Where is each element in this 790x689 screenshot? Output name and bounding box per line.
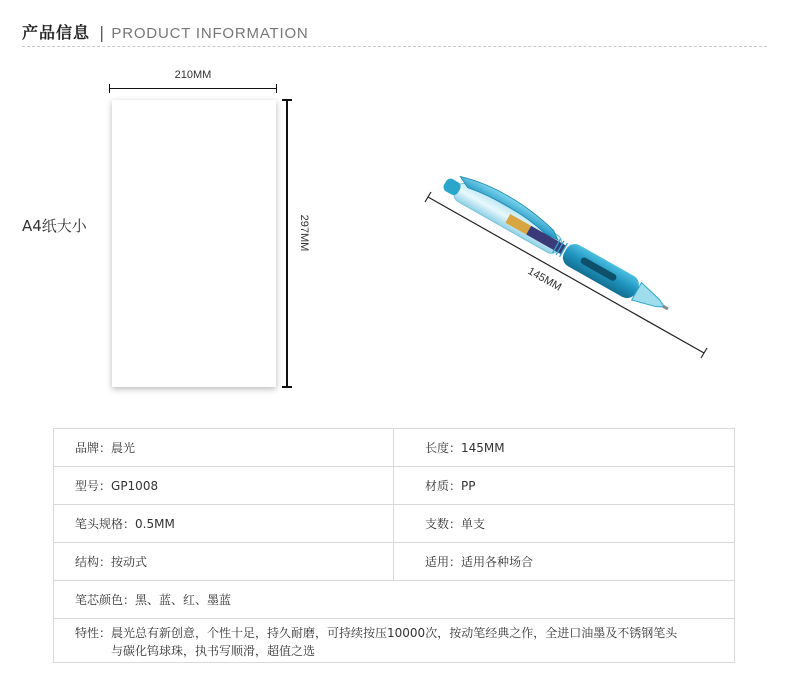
spec-cell-usage: 适用：适用各种场合 (394, 543, 735, 581)
section-header (22, 20, 309, 48)
spec-cell-count: 支数：单支 (394, 505, 735, 543)
spec-cell-tip-size: 笔头规格：0.5MM (54, 505, 394, 543)
table-row (54, 429, 735, 467)
pen-length-dimension (425, 192, 707, 358)
spec-table (53, 428, 735, 663)
table-row (54, 505, 735, 543)
spec-cell-length: 长度：145MM (394, 429, 735, 467)
feature-text-line1: 晨光总有新创意，个性十足，持久耐磨，可持续按压10000次，按动笔经典之作，全进口油墨及不锈钢笔头 (111, 626, 678, 640)
spec-cell-model: 型号：GP1008 (54, 467, 394, 505)
spec-cell-ink-colors: 笔芯颜色：黑、蓝、红、墨蓝 (54, 581, 735, 619)
paper-size-caption: A4纸大小 (22, 217, 87, 235)
table-row (54, 467, 735, 505)
header-divider (22, 46, 767, 47)
header-separator: | (99, 23, 105, 42)
spec-cell-brand: 品牌：晨光 (54, 429, 394, 467)
header-title-en: PRODUCT INFORMATION (111, 25, 309, 42)
gel-pen-image (415, 155, 735, 370)
a4-paper-sheet (112, 100, 276, 387)
table-row (54, 581, 735, 619)
table-row (54, 543, 735, 581)
paper-height-dimension (281, 99, 293, 388)
spec-cell-features: 特性：晨光总有新创意，个性十足，持久耐磨，可持续按压10000次，按动笔经典之作，全进口油墨及不锈钢笔头 与碳化钨球珠，执书写顺滑，超值之选 (54, 619, 735, 663)
paper-width-label: 210MM (174, 69, 212, 81)
header-title-cn: 产品信息 (22, 23, 91, 42)
spec-cell-material: 材质：PP (394, 467, 735, 505)
spec-cell-structure: 结构：按动式 (54, 543, 394, 581)
pen-length-label: 145MM (525, 265, 564, 294)
feature-text-line2: 与碳化钨球珠，执书写顺滑，超值之选 (111, 644, 316, 658)
paper-height-label: 297MM (298, 214, 310, 252)
table-row (54, 619, 735, 663)
paper-width-dimension (109, 81, 277, 93)
